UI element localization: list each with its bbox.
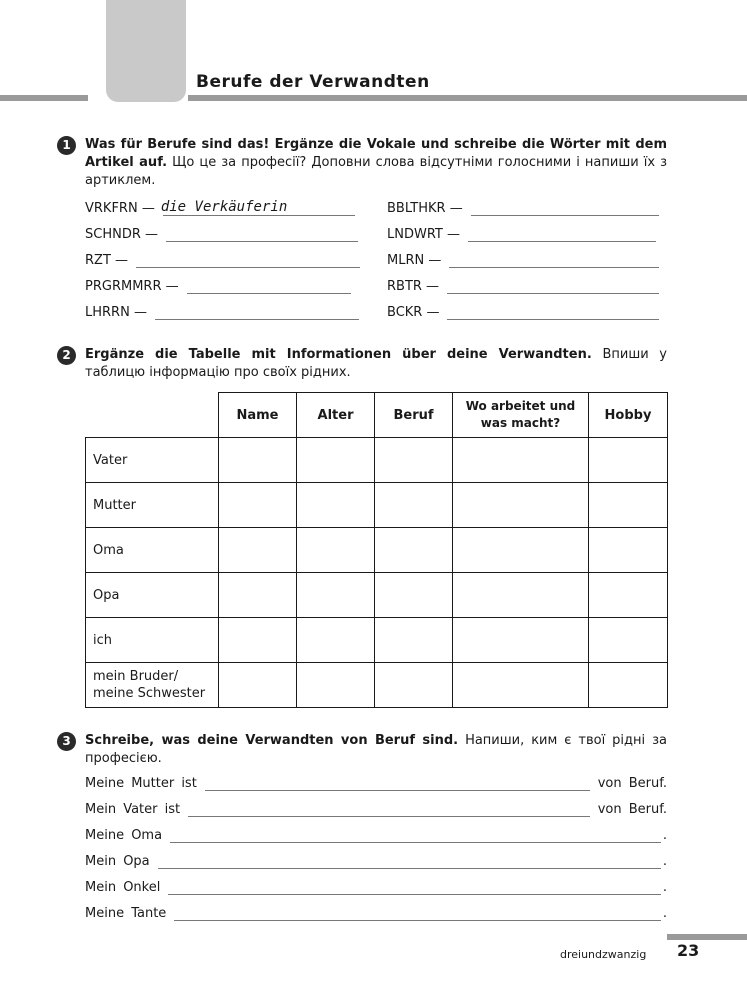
ex1-word: LHRRN — [85, 305, 147, 320]
ex3-start: Mein Opa [85, 854, 150, 869]
ex1-word: LNDWRT — [387, 227, 460, 242]
ex1-answer-line[interactable] [471, 200, 659, 216]
exercise-2-number: 2 [57, 346, 76, 365]
ex1-item-rzt [85, 252, 360, 268]
ex1-answer-line[interactable] [166, 226, 358, 242]
table-cell[interactable] [375, 528, 453, 573]
exercise-1-instruction-ua: Що це за професії? Доповни слова відсутніми голосними і напиши їх з артиклем. [85, 155, 667, 188]
ex1-answer-line[interactable] [136, 252, 360, 268]
ex1-item-bckr [387, 304, 659, 320]
table-cell[interactable] [589, 438, 668, 483]
ex1-handwritten-answer: die Verkäuferin [160, 199, 288, 215]
footer-rule [667, 934, 747, 940]
table-cell[interactable] [589, 528, 668, 573]
ex3-start: Mein Vater ist [85, 802, 181, 817]
table-cell[interactable] [453, 663, 589, 708]
table-cell[interactable] [375, 618, 453, 663]
exercise-3-number: 3 [57, 732, 76, 751]
exercise-3-instruction [85, 732, 667, 768]
table-cell[interactable] [375, 438, 453, 483]
ex1-answer-line[interactable] [449, 252, 659, 268]
ex3-line-onkel [85, 880, 667, 895]
exercise-1-instruction [85, 136, 667, 190]
ex1-word: RBTR — [387, 279, 440, 294]
table-cell[interactable] [297, 663, 375, 708]
ex1-word: MLRN — [387, 253, 442, 268]
exercise-2-instruction-de: Ergänze die Tabelle mit Informationen über deine Verwandten. [85, 347, 592, 362]
table-row [86, 483, 668, 528]
table-cell[interactable] [297, 438, 375, 483]
table-cell[interactable] [453, 618, 589, 663]
ex3-line-oma [85, 828, 667, 843]
table-cell[interactable] [297, 618, 375, 663]
column-header: Beruf [375, 393, 453, 438]
ex1-word: SCHNDR — [85, 227, 159, 242]
exercise-1-number: 1 [57, 136, 76, 155]
ex3-start: Meine Mutter ist [85, 776, 197, 791]
ex1-answer-line[interactable] [155, 304, 359, 320]
ex3-answer-line[interactable] [158, 855, 661, 869]
ex3-start: Mein Onkel [85, 880, 161, 895]
ex1-answer-line[interactable] [187, 278, 351, 294]
ex3-line-opa [85, 854, 667, 869]
row-label: ich [86, 618, 219, 663]
ex1-item-lhrrn [85, 304, 359, 320]
table-cell[interactable] [219, 483, 297, 528]
ex1-word: BBLTHKR — [387, 201, 463, 216]
table-cell[interactable] [297, 573, 375, 618]
ex3-line-tante [85, 906, 667, 921]
exercise-3-instruction-ua: Напиши, ким є твої рідні за професією. [85, 733, 667, 766]
table-cell[interactable] [219, 438, 297, 483]
ex1-item-vrkfrn [85, 200, 355, 216]
ex3-line-vater [85, 802, 667, 817]
table-cell[interactable] [589, 573, 668, 618]
table-row [86, 528, 668, 573]
row-label: Oma [86, 528, 219, 573]
ex1-word: RZT — [85, 253, 129, 268]
table-cell[interactable] [375, 663, 453, 708]
table-cell[interactable] [297, 483, 375, 528]
ex1-answer-line[interactable] [468, 226, 656, 242]
ex1-answer-line[interactable] [447, 304, 659, 320]
table-cell[interactable] [375, 483, 453, 528]
row-label: mein Bruder/ meine Schwester [86, 663, 219, 708]
table-cell[interactable] [453, 483, 589, 528]
header-tab [106, 0, 186, 102]
table-cell[interactable] [589, 618, 668, 663]
ex1-word: PRGRMMRR — [85, 279, 179, 294]
table-cell[interactable] [589, 483, 668, 528]
ex1-answer-line[interactable] [160, 199, 355, 216]
table-row [86, 438, 668, 483]
ex3-answer-line[interactable] [170, 829, 661, 843]
ex1-item-schndr [85, 226, 358, 242]
table-cell[interactable] [453, 528, 589, 573]
table-cell[interactable] [589, 663, 668, 708]
ex3-end: . [662, 828, 667, 843]
table-row [86, 663, 668, 708]
table-cell[interactable] [453, 573, 589, 618]
ex1-item-lndwrt [387, 226, 656, 242]
ex3-answer-line[interactable] [168, 881, 661, 895]
ex3-end: . [662, 880, 667, 895]
table-cell[interactable] [219, 618, 297, 663]
row-label: Mutter [86, 483, 219, 528]
ex3-line-mutter [85, 776, 667, 791]
ex3-end: von Beruf. [597, 776, 667, 791]
column-header: Alter [297, 393, 375, 438]
ex1-word: VRKFRN — [85, 201, 155, 216]
table-header-row [86, 393, 668, 438]
table-cell[interactable] [375, 573, 453, 618]
exercise-2-instruction-ua: Впиши у таблицю інформацію про своїх рідних. [85, 347, 667, 380]
table-row [86, 573, 668, 618]
table-cell[interactable] [219, 528, 297, 573]
table-row [86, 618, 668, 663]
page-number-word: dreiundzwanzig [560, 948, 647, 961]
ex3-answer-line[interactable] [174, 907, 661, 921]
ex3-start: Meine Oma [85, 828, 163, 843]
ex3-end: . [662, 906, 667, 921]
table-cell[interactable] [453, 438, 589, 483]
ex1-answer-line[interactable] [447, 278, 659, 294]
page-title: Berufe der Verwandten [196, 72, 430, 92]
ex1-item-rbtr [387, 278, 659, 294]
column-header: Wo arbeitet und was macht? [453, 393, 589, 438]
ex3-end: . [662, 854, 667, 869]
exercise-3-instruction-de: Schreibe, was deine Verwandten von Beruf sind. [85, 733, 459, 748]
row-label: Opa [86, 573, 219, 618]
ex1-word: BCKR — [387, 305, 440, 320]
exercise-1-instruction-de: Was für Berufe sind das! Ergänze die Vokale und schreibe die Wörter mit dem Artikel auf. [85, 137, 667, 170]
ex1-item-prgrmmrr [85, 278, 351, 294]
table-cell[interactable] [297, 528, 375, 573]
ex3-start: Meine Tante [85, 906, 167, 921]
header-rule-right [188, 95, 747, 101]
ex3-answer-line[interactable] [188, 803, 590, 817]
table-corner [86, 393, 219, 438]
column-header: Hobby [589, 393, 668, 438]
row-label: Vater [86, 438, 219, 483]
ex3-end: von Beruf. [597, 802, 667, 817]
column-header: Name [219, 393, 297, 438]
page-number: 23 [677, 941, 700, 960]
ex1-item-bblthkr [387, 200, 659, 216]
ex1-item-mlrn [387, 252, 659, 268]
ex3-answer-line[interactable] [205, 777, 590, 791]
table-cell[interactable] [219, 663, 297, 708]
header-rule-left [0, 95, 88, 101]
table-cell[interactable] [219, 573, 297, 618]
relatives-table [85, 392, 668, 708]
exercise-2-instruction [85, 346, 667, 382]
